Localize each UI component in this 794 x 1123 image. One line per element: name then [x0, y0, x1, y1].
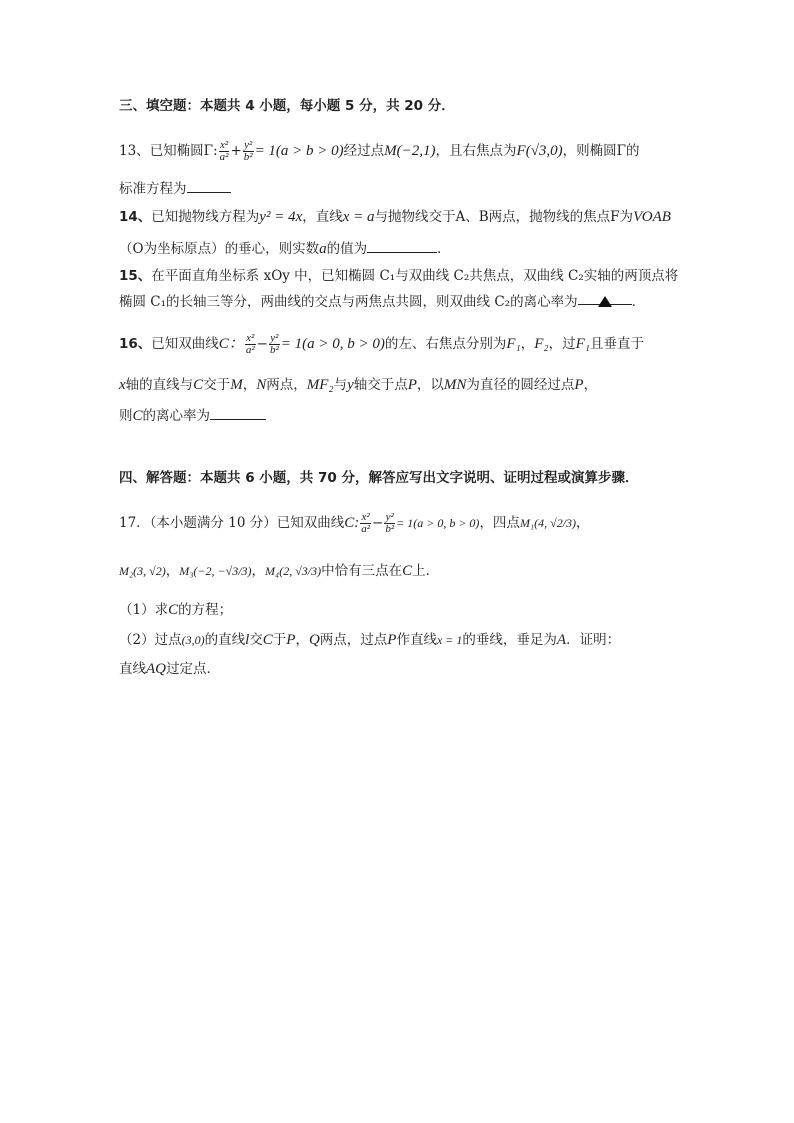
q16-p: P: [407, 377, 417, 393]
fraction-x2-a2: $\frac{\text{x²}}{\text{a²}}$: [245, 332, 255, 356]
q17-c-part1: C: [168, 602, 179, 618]
question-17-number: 17．: [119, 515, 150, 531]
q17-m1: M₁(4, √2/3): [519, 516, 577, 530]
q16-n: N: [256, 377, 267, 393]
section-4-header: 四、解答题：本题共 6 小题，共 70 分，解答应写出文字说明、证明过程或演算步骤．: [119, 470, 639, 486]
question-16-line-1: 16、已知双曲线C： $\frac{\text{x²}}{\text{a²}}$ − $\frac{\text{y²}}{\text{b²}}$ = 1(a > 0, b > 0)的左、右焦点分别为F₁，F₂，过F₁且垂直于: [119, 332, 645, 356]
q13-focus: F(√3,0): [516, 143, 563, 159]
q17-part2-d: 于: [272, 632, 287, 648]
q17-part2-point: (3,0): [181, 633, 205, 647]
question-17-line-2: M₂(3, √2)，M₃(−2, −√3/3)，M₄(2, √3/3)中恰有三点在C上．: [119, 563, 440, 579]
q14-end: ．: [437, 241, 451, 257]
q17-m2: M₂(3, √2): [119, 564, 166, 578]
q15-text-a: 在平面直角坐标系 xOy 中，已知椭圆 C₁与双曲线 C₂共焦点，双曲线 C₂实轴的两顶点将: [151, 268, 679, 284]
q17-part2-a: （2）过点: [119, 632, 182, 648]
q17-m4: M₄(2, √3/3): [265, 564, 322, 578]
q17-l: l: [245, 632, 250, 648]
q17-score: （本小题满分 10 分）已知双曲线: [149, 515, 345, 531]
fraction-y2-b2: $\frac{\text{y²}}{\text{b²}}$: [243, 139, 253, 163]
question-17-part-2: （2）过点(3,0)的直线l交C于P，Q两点，过点P作直线x = 1的垂线，垂足为A．证明：: [119, 632, 621, 648]
q14-triangle: VOAB: [633, 209, 671, 225]
q17-part2-line: x = 1: [436, 633, 463, 647]
fraction-y2-b2: $\frac{\text{y²}}{\text{b²}}$: [385, 511, 395, 535]
q16-text-o: 的离心率为: [142, 408, 211, 424]
q17-text-d: 上．: [412, 563, 440, 579]
q17-part2-g: 的垂线，垂足为: [462, 632, 557, 648]
q16-text-n: 则: [119, 408, 133, 424]
question-13-number: 13、: [119, 143, 150, 159]
q16-text-l: ，以: [416, 377, 444, 393]
question-16-number: 16、: [119, 336, 152, 352]
fraction-y2-b2: $\frac{\text{y²}}{\text{b²}}$: [269, 332, 279, 356]
question-15-number: 15、: [119, 268, 152, 284]
q16-text-h: 交于: [203, 377, 231, 393]
q14-var: a: [319, 241, 327, 257]
question-14-line-1: [119, 207, 671, 227]
q16-text-f: 轴的直线与: [125, 377, 194, 393]
q17-c-label: C: [402, 563, 413, 579]
q14-text-a: 已知抛物线方程为: [151, 209, 260, 225]
q14-text-e: 的值为: [326, 241, 368, 257]
q14-line: x = a: [342, 209, 375, 225]
q16-text-j: 与: [333, 377, 348, 393]
question-13-line-2: [119, 179, 231, 199]
q16-p-b: P: [574, 377, 584, 393]
q16-text-k: 轴交于点: [353, 377, 408, 393]
q14-text-b: ，直线: [302, 209, 343, 225]
q17-c-part2: C: [262, 632, 273, 648]
q17-c: C:: [344, 515, 360, 531]
fraction-x2-a2: $\frac{\text{x²}}{\text{a²}}$: [219, 139, 229, 163]
q16-text-d: 且垂直于: [590, 336, 645, 352]
q17-p: P: [286, 632, 296, 648]
q14-equation: y² = 4x: [259, 209, 303, 225]
q13-text-d: ，则椭圆Γ的: [562, 143, 640, 159]
q17-part2-h: ．证明：: [566, 632, 621, 648]
question-13-line-1: 13、已知椭圆Γ: $\frac{\text{x²}}{\text{a²}}$ + $\frac{\text{y²}}{\text{b²}}$ = 1(a > b > 0)经过点M(−2,1)，且右焦点为F(√3,0)，则椭圆Γ的: [119, 139, 640, 163]
answer-blank-14[interactable]: [367, 240, 437, 253]
q16-mf2: MF₂: [306, 377, 334, 393]
q17-part2-i: 直线: [119, 661, 146, 677]
question-14-line-2: [119, 239, 451, 259]
q13-text: 已知椭圆Γ: [149, 143, 214, 159]
q16-condition: = 1(a > 0, b > 0): [280, 336, 385, 352]
q17-aq: AQ: [146, 661, 166, 677]
question-15-line-2: [119, 292, 645, 312]
section-3-header: 三、填空题：本题共 4 小题，每小题 5 分，共 20 分．: [119, 98, 455, 114]
question-17-line-1: 17．（本小题满分 10 分）已知双曲线C: $\frac{\text{x²}}{\text{a²}}$ − $\frac{\text{y²}}{\text{b²}}$ = 1(a > 0, b > 0)，四点M₁(4, √2/3)，: [119, 511, 590, 535]
q13-point: M(−2,1): [384, 143, 436, 159]
answer-blank-15[interactable]: [578, 292, 632, 305]
q17-condition: = 1(a > 0, b > 0): [396, 516, 480, 530]
question-15-line-1: [119, 266, 678, 286]
q16-y: y: [347, 377, 354, 393]
q15-text-b: 椭圆 C₁的长轴三等分，两曲线的交点与两焦点共圆，则双曲线 C₂的离心率为: [119, 294, 578, 310]
q16-text-a: 已知双曲线: [151, 336, 219, 352]
question-17-part-2-line-2: [119, 659, 220, 679]
q16-name: C：: [218, 336, 244, 352]
question-14-number: 14、: [119, 209, 152, 225]
q16-c: C: [193, 377, 204, 393]
q16-text-c: ，过: [548, 336, 576, 352]
q16-text-b: 的左、右焦点分别为: [384, 336, 507, 352]
q14-text-d: （O为坐标原点）的垂心，则实数: [119, 241, 320, 257]
q17-p-b: P: [387, 632, 397, 648]
q16-m: M: [230, 377, 243, 393]
q17-part2-b: 的直线: [204, 632, 246, 648]
q16-x: x: [119, 377, 126, 393]
answer-blank-13[interactable]: [187, 180, 231, 193]
q16-c-b: C: [132, 408, 143, 424]
question-16-line-2: x轴的直线与C交于M，N两点，MF₂与y轴交于点P，以MN为直径的圆经过点P，: [119, 377, 598, 393]
q17-a: A: [556, 632, 567, 648]
q14-text-c: 与抛物线交于A、B两点，抛物线的焦点F为: [374, 209, 634, 225]
q17-q: Q: [308, 632, 320, 648]
q17-part2-j: 过定点．: [166, 661, 220, 677]
q16-f1-b: F₁: [575, 336, 591, 352]
fraction-x2-a2: $\frac{\text{x²}}{\text{a²}}$: [361, 511, 371, 535]
triangle-marker-icon: [598, 296, 612, 307]
q17-m3: M₃(−2, −√3/3): [179, 564, 252, 578]
q15-end: ．: [631, 294, 646, 310]
question-17-part-1: [119, 600, 232, 620]
q17-part2-c: 交: [249, 632, 263, 648]
q17-text-a: ，四点: [479, 515, 520, 531]
q16-text-m: 为直径的圆经过点: [466, 377, 575, 393]
q13-text-e: 标准方程为: [119, 181, 187, 197]
q13-condition: = 1(a > b > 0): [254, 143, 344, 159]
q17-part2-f: 作直线: [396, 632, 437, 648]
question-16-line-3: [119, 406, 266, 426]
q17-part1: （1）求: [119, 602, 169, 618]
q16-mn: MN: [443, 377, 467, 393]
q16-text-i: 两点，: [266, 377, 307, 393]
q13-text-c: ，且右焦点为: [435, 143, 517, 159]
answer-blank-16[interactable]: [210, 407, 266, 420]
q17-part2-e: 两点，过点: [319, 632, 388, 648]
q16-f2: F₂: [534, 336, 549, 352]
q16-f1: F₁: [506, 336, 521, 352]
q13-text-b: 经过点: [343, 143, 385, 159]
q17-text-b: 中恰有三点在: [321, 563, 403, 579]
q17-part1-b: 的方程；: [178, 602, 233, 618]
